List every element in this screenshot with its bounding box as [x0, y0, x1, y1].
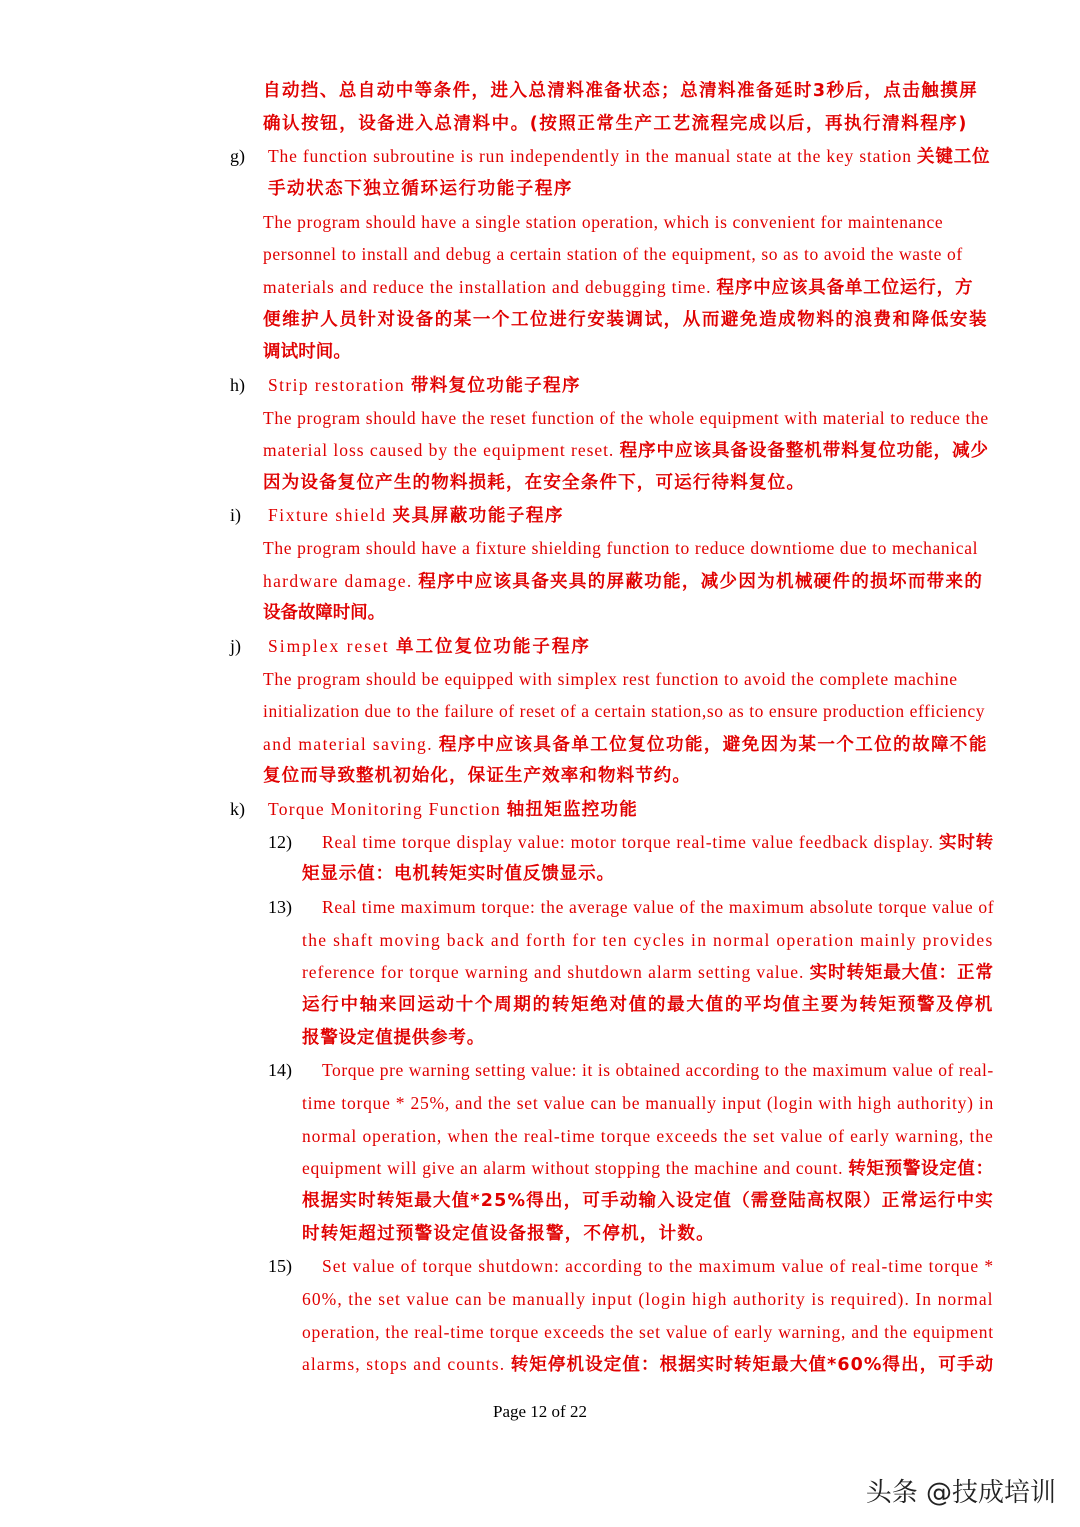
list-marker: g) — [230, 146, 245, 166]
text-line — [263, 408, 989, 429]
text-line — [268, 179, 573, 199]
english-text: 60%, the set value can be manually input (login high authority is required). In normal — [302, 1289, 994, 1309]
chinese-text: 实时转 — [939, 833, 994, 853]
text-line — [263, 669, 958, 690]
chinese-text: 确认按钮，设备进入总清料中。(按照正常生产工艺流程完成以后，再执行清料程序) — [263, 114, 968, 134]
english-text: materials and reduce the installation and debugging time. — [263, 277, 717, 297]
text-line — [263, 603, 385, 623]
list-marker: j) — [230, 636, 241, 656]
text-line — [302, 1158, 994, 1179]
text-line — [263, 538, 978, 559]
text-line — [302, 1093, 994, 1114]
english-text: Strip restoration — [268, 375, 411, 395]
chinese-text: 根据实时转矩最大值*25%得出，可手动输入设定值（需登陆高权限）正常运行中实 — [302, 1191, 995, 1211]
text-line — [263, 440, 989, 461]
chinese-text: 夹具屏蔽功能子程序 — [392, 506, 565, 526]
english-text: The program should have a single station operation, which is convenient for maintenance — [263, 212, 944, 232]
english-text: operation, the real-time torque exceeds the set value of early warning, and the equipment — [302, 1322, 994, 1342]
english-text: Real time torque display value: motor torque real-time value feedback display. — [322, 832, 940, 852]
text-line — [322, 897, 994, 918]
english-text: The program should be equipped with simplex rest function to avoid the complete machine — [263, 669, 958, 689]
english-text: material loss caused by the equipment reset. — [263, 440, 620, 460]
chinese-text: 转矩停机设定值：根据实时转矩最大值*60%得出，可手动 — [510, 1355, 995, 1375]
text-line — [302, 995, 994, 1015]
chinese-text: 单工位复位功能子程序 — [395, 637, 591, 657]
chinese-text: 报警设定值提供参考。 — [302, 1028, 485, 1048]
text-line — [302, 1322, 994, 1343]
chinese-text: 带料复位功能子程序 — [410, 376, 581, 396]
chinese-text: 程序中应该具备单工位复位功能，避免因为某一个工位的故障不能 — [438, 735, 988, 755]
text-line — [263, 277, 973, 298]
text-line — [263, 114, 968, 134]
english-text: Torque pre warning setting value: it is obtained according to the maximum value of real- — [322, 1060, 994, 1080]
chinese-text: 自动挡、总自动中等条件，进入总清料准备状态；总清料准备延时3秒后，点击触摸屏 — [263, 81, 979, 101]
list-marker: 12) — [268, 832, 292, 852]
english-text: Real time maximum torque: the average value of the maximum absolute torque value of — [322, 897, 995, 917]
chinese-text: 转矩预警设定值： — [848, 1159, 994, 1179]
text-line — [322, 832, 994, 853]
english-text: the shaft moving back and forth for ten cycles in normal operation mainly provides — [302, 930, 994, 950]
english-text: Simplex reset — [268, 636, 396, 656]
chinese-text: 程序中应该具备设备整机带料复位功能，减少 — [619, 441, 990, 461]
text-line — [302, 1191, 994, 1211]
text-line — [268, 505, 564, 526]
text-line — [322, 1256, 994, 1277]
chinese-text: 复位而导致整机初始化，保证生产效率和物料节约。 — [263, 766, 692, 786]
english-text: personnel to install and debug a certain station of the equipment, so as to avoid the waste of — [263, 244, 963, 264]
text-line — [263, 701, 985, 722]
text-line — [268, 375, 581, 396]
list-marker: 13) — [268, 897, 292, 917]
english-text: reference for torque warning and shutdown alarm setting value. — [302, 962, 810, 982]
text-line — [302, 930, 994, 951]
text-line — [268, 146, 990, 167]
english-text: Torque Monitoring Function — [268, 799, 507, 819]
english-text: The function subroutine is run independently in the manual state at the key station — [268, 146, 918, 166]
chinese-text: 程序中应该具备夹具的屏蔽功能，减少因为机械硬件的损坏而带来的 — [418, 572, 984, 592]
page-footer: Page 12 of 22 — [493, 1402, 587, 1421]
text-line — [302, 1354, 994, 1375]
chinese-text: 矩显示值：电机转矩实时值反馈显示。 — [302, 864, 615, 884]
chinese-text: 手动状态下独立循环运行功能子程序 — [268, 179, 573, 199]
english-text: equipment will give an alarm without stopping the machine and count. — [302, 1158, 849, 1178]
list-marker: 14) — [268, 1060, 292, 1080]
chinese-text: 实时转矩最大值：正常 — [809, 963, 994, 983]
chinese-text: 调试时间。 — [263, 342, 351, 362]
text-line — [263, 571, 983, 592]
text-line — [263, 244, 963, 265]
english-text: normal operation, when the real-time torque exceeds the set value of early warning, the — [302, 1126, 994, 1146]
chinese-text: 因为设备复位产生的物料损耗，在安全条件下，可运行待料复位。 — [263, 473, 806, 493]
text-line — [268, 799, 638, 820]
text-line — [263, 212, 943, 233]
chinese-text: 运行中轴来回运动十个周期的转矩绝对值的最大值的平均值主要为转矩预警及停机 — [302, 995, 994, 1015]
chinese-text: 便维护人员针对设备的某一个工位进行安装调试，从而避免造成物料的浪费和降低安装 — [263, 310, 989, 330]
list-marker: i) — [230, 505, 241, 525]
text-line — [263, 734, 988, 755]
english-text: Fixture shield — [268, 505, 393, 525]
chinese-text: 轴扭矩监控功能 — [506, 800, 639, 820]
english-text: The program should have the reset function of the whole equipment with material to reduce the — [263, 408, 989, 428]
watermark: 头条 @技成培训 — [865, 1478, 1056, 1508]
text-line — [263, 473, 805, 493]
text-line — [322, 1060, 994, 1081]
text-line — [302, 962, 994, 983]
text-line — [302, 864, 615, 884]
text-line — [302, 1028, 485, 1048]
list-marker: k) — [230, 799, 245, 819]
english-text: time torque * 25%, and the set value can be manually input (login with high authority) in — [302, 1093, 995, 1113]
text-line — [268, 636, 591, 657]
english-text: alarms, stops and counts. — [302, 1354, 511, 1374]
english-text: The program should have a fixture shielding function to reduce downtiome due to mechanical — [263, 538, 979, 558]
list-marker: h) — [230, 375, 245, 395]
english-text: Set value of torque shutdown: according to the maximum value of real-time torque * — [322, 1256, 995, 1276]
english-text: and material saving. — [263, 734, 439, 754]
chinese-text: 时转矩超过预警设定值设备报警，不停机，计数。 — [302, 1224, 715, 1244]
text-line — [263, 342, 351, 362]
chinese-text: 设备故障时间。 — [263, 603, 386, 623]
english-text: initialization due to the failure of reset of a certain station,so as to ensure production efficiency — [263, 701, 986, 721]
chinese-text: 程序中应该具备单工位运行，方 — [716, 278, 974, 298]
text-line — [302, 1289, 994, 1310]
text-line — [263, 81, 978, 101]
chinese-text: 关键工位 — [917, 147, 991, 167]
text-line — [302, 1224, 715, 1244]
list-marker: 15) — [268, 1256, 292, 1276]
text-line — [263, 766, 691, 786]
english-text: hardware damage. — [263, 571, 419, 591]
text-line — [263, 310, 988, 330]
text-line — [302, 1126, 994, 1147]
